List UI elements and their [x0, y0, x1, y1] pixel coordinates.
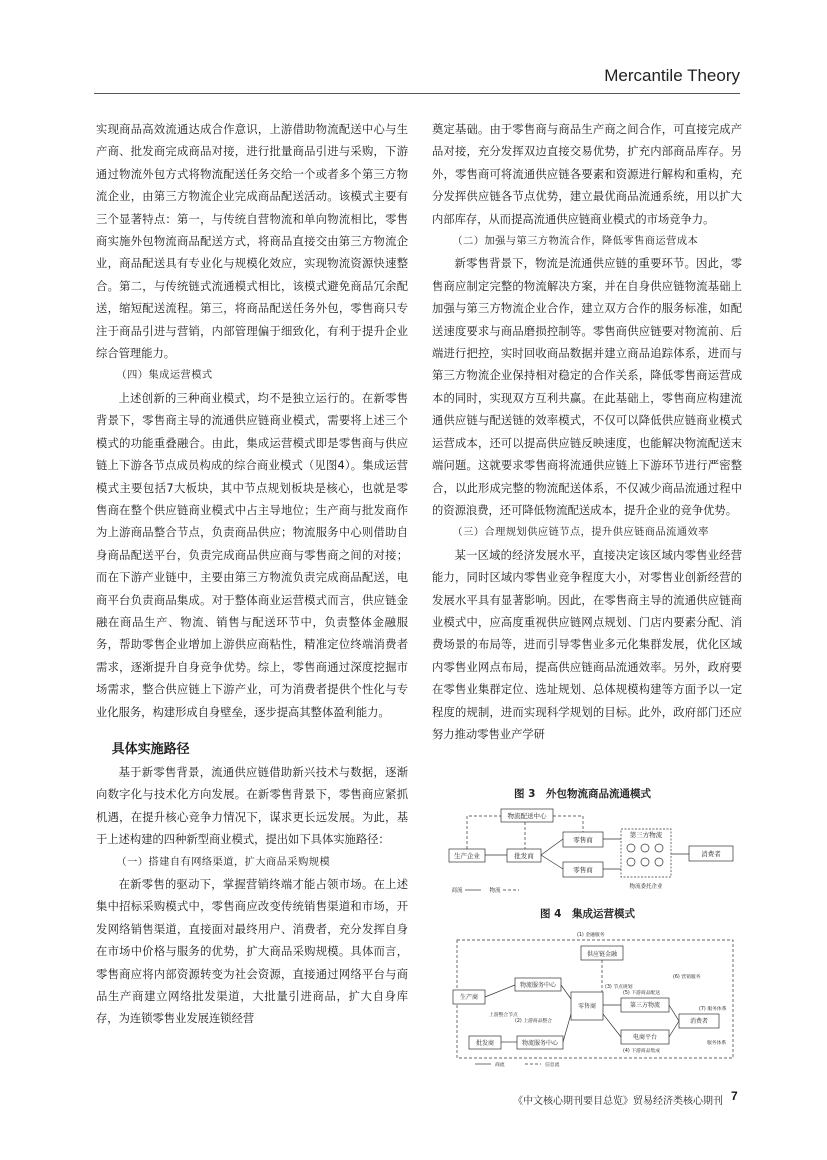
fig4-logistics-center-label: 物流服务中心 — [519, 982, 557, 989]
fig4-label-5: (5) 下游商品配送 — [623, 991, 661, 996]
header-rule — [94, 93, 740, 94]
subsection-heading-4: （四）集成运营模式 — [116, 370, 213, 382]
fig4-label-6: (6) 营销服务 — [673, 975, 701, 980]
left-column — [96, 119, 408, 1031]
fig3-logistics-center-label: 物流配送中心 — [507, 812, 547, 820]
fig4-wholesaler-label: 批发商 — [475, 1040, 495, 1047]
fig4-label-3: (3) 节点规划 — [605, 985, 633, 990]
fig4-producer-label: 生产商 — [459, 994, 479, 1001]
figure-4-diagram — [445, 924, 745, 1072]
left-paragraph-1: 实现商品高效流通达成合作意识，上游借助物流配送中心与生产商、批发商完成商品对接，进行批量商品引进与采购，下游通过物流外包方式将物流配送任务交给一个或者多个第三方物流企业，由第三方物流企业完成商品配送活动。该模式主要有三个显著特点：第一，与传统自营物流和单向物流相比，零售商实施外包物流商品配送方式，将商品直接交由第三方物流企业，商品配送具有专业化与规模化效应，实现物流资源快速整合。第二，与传统链式流通模式相比，该模式避免商品冗余配送，缩短配送流程。第三，将商品配送任务外包，零售商只专注于商品引进与营销，内部管理偏于细致化，有利于提升企业综合管理能力。 — [96, 123, 408, 361]
subsection-heading-3: （三）合理规划供应链节点，提升供应链商品流通效率 — [452, 527, 709, 539]
fig4-label-4: (4) 下游商品集成 — [623, 1049, 661, 1054]
right-paragraph-3: 某一区域的经济发展水平，直接决定该区域内零售业经营能力，同时区域内零售业竞争程度大小，对零售业创新经营的发展水平具有显著影响。因此，在零售商主导的流通供应链商业模式中，应高度重视供应链网点规划、门店内要素分配、消费场景的布局等，进而引导零售业多元化集群发展，优化区域内零售业网点布局，提高供应链商品流通效率。另外，政府要在零售业集群定位、选址规划、总体规模构建等方面予以一定程度的规制，进而实现科学规划的目标。此外，政府部门还应努力推动零售业产学研 — [432, 548, 742, 741]
right-paragraph-2: 新零售背景下，物流是流通供应链的重要环节。因此，零售商应制定完整的物流解决方案，并在自身供应链物流基础上加强与第三方物流企业合作，建立双方合作的服务标准，如配送速度要求与商品磨损控制等。零售商供应链要对物流前、后端进行把控，实时回收商品数据并建立商品追踪体系，进而与第三方物流企业保持相对稳定的合作关系，降低零售商运营成本的同时，实现双方互利共赢。在此基础上，零售商应构建流通供应链与配送链的效率模式，不仅可以降低供应链商业模式运营成本，还可以提高供应链反映速度，也能解决物流配送末端问题。这就要求零售商将流通供应链上下游环节进行严密整合，以此形成完整的物流配送体系，不仅减少商品流通过程中的资源浪费，还可降低物流配送成本，提升企业的竞争优势。 — [432, 257, 742, 517]
fig4-side-up: 上游整合节点 — [489, 1013, 518, 1018]
fig3-wholesaler-label: 批发商 — [514, 852, 534, 860]
right-paragraph-1: 奠定基础。由于零售商与商品生产商之间合作，可直接完成产品对接，充分发挥双边直接交易优势，扩充内部商品库存。另外，零售商可将流通供应链各要素和资源进行解构和重构，充分发挥供应链各节点优势，建立最优商品流通系统，用以扩大内部库存，从而提高流通供应链商业模式的市场竞争力。 — [432, 123, 742, 226]
fig3-producer-label: 生产企业 — [454, 852, 480, 860]
right-column — [432, 119, 742, 746]
fig4-legend-info: 信息流 — [545, 1063, 560, 1068]
left-paragraph-2: 上述创新的三种商业模式，均不是独立运行的。在新零售背景下，零售商主导的流通供应链商业模式，需要将上述三个模式的功能重叠融合。由此，集成运营模式即是零售商与供应链上下游各节点成员构成的综合商业模式（见图4）。集成运营模式主要包括7大板块，其中节点规划板块是核心，也就是零售商在整个供应链商业模式中占主导地位；生产商与批发商作为上游商品整合节点，负责商品供应；物流服务中心则借助自身商品配送平台，负责完成商品供应商与零售商之间的对接；而在下游产业链中，主要由第三方物流负责完成商品配送，电商平台负责商品集成。对于整体商业运营模式而言，供应链金融在商品生产、物流、销售与配送环节中，负责整体金融服务，帮助零售企业增加上游供应商粘性，精准定位终端消费者需求，逐渐提升自身竞争优势。综上，零售商通过深度挖掘市场需求，整合供应链上下游产业，可为消费者提供个性化与专业化服务，构建形成自身壁垒，逐步提高其整体盈利能力。 — [96, 391, 408, 719]
fig4-finance-label: 供应链金融 — [586, 951, 618, 958]
figure-3-caption: 图 3 外包物流商品流通模式 — [514, 788, 651, 800]
fig3-retailer-top-label: 零售商 — [573, 836, 593, 844]
subsection-heading-2: （二）加强与第三方物流合作，降低零售商运营成本 — [452, 236, 699, 248]
fig4-label-1: (1) 金融服务 — [577, 933, 605, 938]
footer-journal: 《中文核心期刊要目总览》贸易经济类核心期刊 — [513, 1096, 723, 1107]
fig4-third-party-label: 第三方物流 — [629, 1002, 661, 1009]
left-paragraph-3: 基于新零售背景，流通供应链借助新兴技术与数据，逐渐向数字化与技术化方向发展。在新零售背景下，零售商应紧抓机遇，在提升核心竞争力情况下，谋求更长远发展。为此，基于上述构建的四种新型商业模式，提出如下具体实施路径： — [96, 765, 408, 847]
fig4-legend-goods: 商流 — [495, 1063, 505, 1068]
fig3-retailer-bottom-label: 零售商 — [573, 866, 593, 874]
fig4-retailer-label: 零售商 — [577, 1003, 597, 1010]
fig3-legend-info: 物流 — [489, 888, 501, 894]
fig4-wholesale-center-label: 物流服务中心 — [521, 1040, 559, 1047]
subsection-heading-1: （一）搭建自有网络渠道，扩大商品采购规模 — [116, 856, 331, 868]
fig3-node-caption: 物流委托企业 — [629, 884, 663, 890]
fig3-legend-goods: 商流 — [451, 888, 463, 894]
fig4-side-right: 服务体系 — [707, 1041, 727, 1046]
fig4-ecommerce-label: 电商平台 — [632, 1034, 658, 1041]
page-header-title: Mercantile Theory — [604, 66, 740, 85]
fig3-consumer-label: 消费者 — [701, 850, 721, 858]
figure-3-diagram — [445, 804, 745, 896]
left-paragraph-4: 在新零售的驱动下，掌握营销终端才能占领市场。在上述集中招标采购模式中，零售商应改变传统销售渠道和市场，开发网络销售渠道，直接面对最终用户、消费者，充分发挥自身在市场中价格与服务的优势，扩大商品采购规模。具体而言，零售商应将内部资源转变为社会资源，直接通过网络平台与商品生产商建立网络批发渠道，大批量引进商品，扩大自身库存，为连锁零售业发展连锁经营 — [96, 878, 408, 1026]
figure-4-caption: 图 4 集成运营模式 — [540, 908, 635, 920]
fig4-consumer-label: 消费者 — [689, 1018, 709, 1025]
section-title: 具体实施路径 — [111, 741, 190, 757]
page-number: 7 — [731, 1089, 738, 1103]
fig4-label-2: (2) 上游商品整合 — [515, 1019, 553, 1024]
fig3-third-party-label: 第三方物流 — [629, 831, 663, 839]
fig4-label-7: (7) 服务体系 — [699, 1007, 727, 1012]
